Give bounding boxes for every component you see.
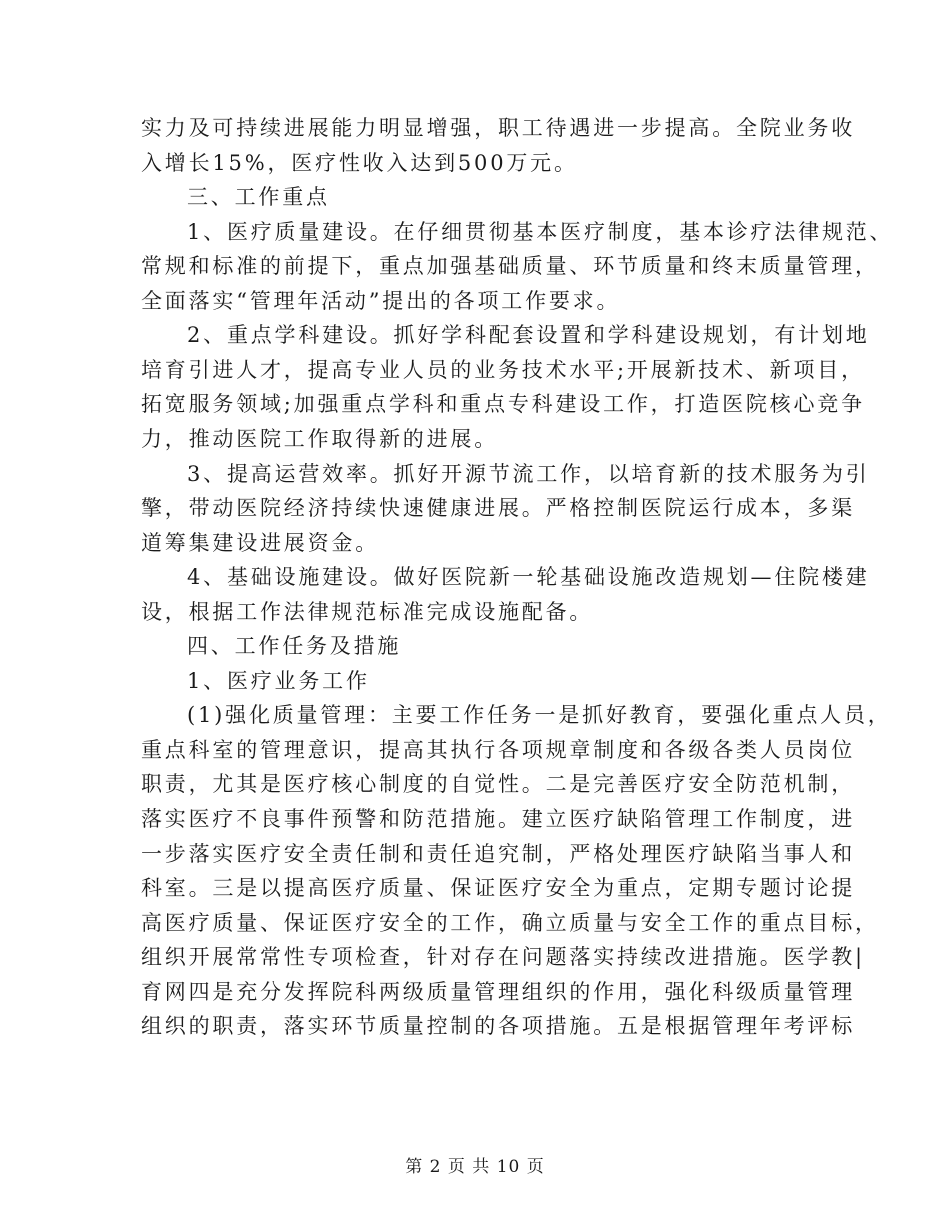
text-line: 拓宽服务领域;加强重点学科和重点专科建设工作，打造医院核心竞争	[141, 392, 865, 417]
text-line: 职责，尤其是医疗核心制度的自觉性。二是完善医疗安全防范机制，	[141, 772, 855, 797]
text-line: 一步落实医疗安全责任制和责任追究制，严格处理医疗缺陷当事人和	[141, 841, 855, 866]
text-line: 4、基础设施建设。做好医院新一轮基础设施改造规划—住院楼建	[187, 565, 870, 590]
text-line: 1、医疗质量建设。在仔细贯彻基本医疗制度，基本诊疗法律规范、	[187, 219, 894, 244]
text-line: 组织的职责，落实环节质量控制的各项措施。五是根据管理年考评标	[141, 1014, 855, 1039]
text-line: 培育引进人才，提高专业人员的业务技术水平;开展新技术、新项目，	[141, 357, 865, 382]
text-line: 道筹集建设进展资金。	[141, 530, 379, 555]
text-line: 1、医疗业务工作	[187, 668, 370, 693]
text-line: 2、重点学科建设。抓好学科配套设置和学科建设规划，有计划地	[187, 323, 870, 348]
text-line: 高医疗质量、保证医疗安全的工作，确立质量与安全工作的重点目标，	[141, 910, 879, 935]
text-line: 育网四是充分发挥院科两级质量管理组织的作用，强化科级质量管理	[141, 979, 855, 1004]
text-line: 入增长15%，医疗性收入达到500万元。	[141, 150, 578, 175]
text-line: 四、工作任务及措施	[187, 634, 402, 659]
text-line: 三、工作重点	[187, 185, 330, 210]
page-footer: 第 2 页 共 10 页	[405, 1157, 545, 1177]
text-line: 科室。三是以提高医疗质量、保证医疗安全为重点，定期专题讨论提	[141, 876, 855, 901]
text-line: 落实医疗不良事件预警和防范措施。建立医疗缺陷管理工作制度，进	[141, 807, 855, 831]
text-line: 3、提高运营效率。抓好开源节流工作，以培育新的技术服务为引	[187, 461, 870, 486]
text-line: 全面落实“管理年活动”提出的各项工作要求。	[141, 288, 621, 313]
text-line: 擎，带动医院经济持续快速健康进展。严格控制医院运行成本，多渠	[141, 496, 855, 521]
text-line: 力，推动医院工作取得新的进展。	[141, 426, 498, 451]
text-line: 设，根据工作法律规范标准完成设施配备。	[141, 599, 594, 624]
text-line: 组织开展常常性专项检查，针对存在问题落实持续改进措施。医学教|	[141, 945, 865, 970]
text-line: (1)强化质量管理：主要工作任务一是抓好教育，要强化重点人员，	[187, 703, 892, 728]
text-line: 实力及可持续进展能力明显增强，职工待遇进一步提高。全院业务收	[141, 116, 855, 140]
text-line: 重点科室的管理意识，提高其执行各项规章制度和各级各类人员岗位	[141, 737, 855, 762]
text-line: 常规和标准的前提下，重点加强基础质量、环节质量和终末质量管理，	[141, 254, 879, 279]
